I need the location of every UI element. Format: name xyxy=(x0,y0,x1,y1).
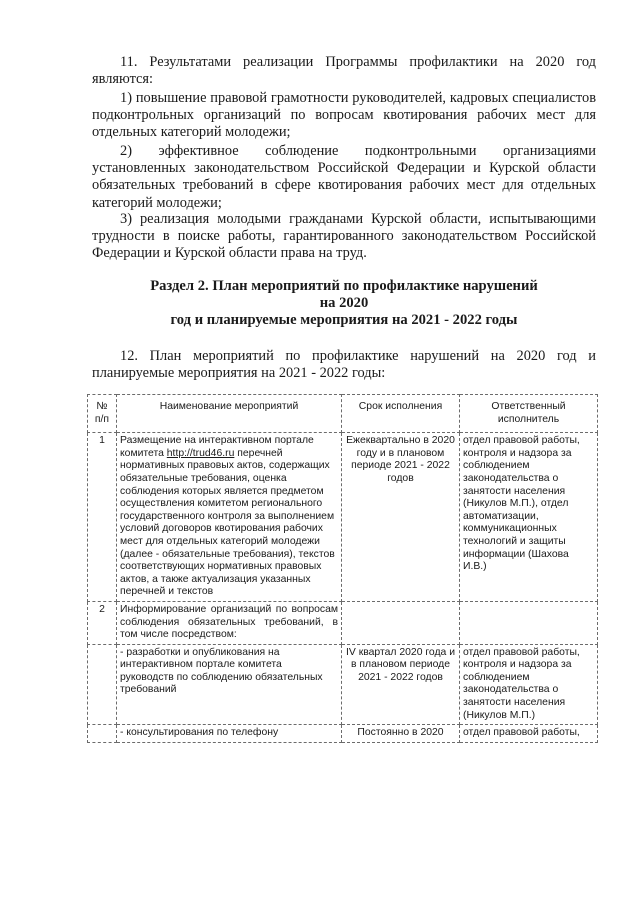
section-11-item-2-text: 2) эффективное соблюдение подконтрольными организациями установленных законодательством Российской Федерации и Курской области обязательных требований в сфере квотирования рабочих мест для отдельных категорий молодежи; xyxy=(92,143,596,211)
section-11-item-1-text: 1) повышение правовой грамотности руководителей, кадровых специалистов подконтрольных организаций по вопросам квотирования рабочих мест для отдельных категорий молодежи; xyxy=(92,90,596,141)
table-row xyxy=(88,601,598,644)
row-4-name: - консультирования по телефону xyxy=(117,725,342,743)
row-2-responsible xyxy=(460,601,598,644)
section-11-heading-text: 11. Результатами реализации Программы профилактики на 2020 год являются: xyxy=(92,54,596,88)
header-num: № п/п xyxy=(88,395,117,433)
row-4-term: Постоянно в 2020 xyxy=(342,725,460,743)
table-row xyxy=(88,725,598,743)
row-1-name-text-start: Размещение на интерактивном портале комитета xyxy=(120,435,314,459)
section-11-heading xyxy=(92,54,596,88)
row-3-responsible: отдел правовой работы, контроля и надзора за соблюдением законодательства о занятости населения (Никулов М.П.) xyxy=(460,644,598,725)
row-1-name xyxy=(117,433,342,602)
row-1-name-text-end: перечней нормативных правовых актов, содержащих обязательные требования, оценка соблюдения которых является предметом осуществления комитетом регионального государственного контроля за выполнением условий договоров квотирования рабочих мест для отдельных категорий молодежи (далее - обязательные требования), текстов соответствующих нормативных правовых актов, а также актуализация указанных перечней и текстов xyxy=(120,447,335,598)
portal-link[interactable]: http://trud46.ru xyxy=(166,447,235,459)
row-4-num xyxy=(88,725,117,743)
section-11-item-3-text: 3) реализация молодыми гражданами Курской области, испытывающими трудности в поиске работы, гарантированного законодательством Российской Федерации и Курской области права на труд. xyxy=(92,211,596,262)
row-1-num: 1 xyxy=(88,433,117,602)
section-2-title xyxy=(92,278,596,329)
row-2-name: Информирование организаций по вопросам соблюдения обязательных требований, в том числе посредством: xyxy=(117,601,342,644)
table-row xyxy=(88,433,598,602)
section-11-item-3 xyxy=(92,211,596,263)
row-2-term xyxy=(342,601,460,644)
activities-table xyxy=(87,394,598,743)
row-1-responsible: отдел правовой работы, контроля и надзора за соблюдением законодательства о занятости населения (Никулов М.П.), отдел автоматизации, коммуникационных технологий и защиты информации (Шахова И.В.) xyxy=(460,433,598,602)
section-12-text xyxy=(92,348,596,382)
row-1-term: Ежеквартально в 2020 году и в плановом периоде 2021 - 2022 годов xyxy=(342,433,460,602)
section-12-text-content: 12. План мероприятий по профилактике нарушений на 2020 год и планируемые мероприятия на 2021 - 2022 годы: xyxy=(92,348,596,382)
row-2-num: 2 xyxy=(88,601,117,644)
header-responsible: Ответственный исполнитель xyxy=(460,395,598,433)
section-2-title-line-3: год и планируемые мероприятия на 2021 - 2022 годы xyxy=(170,312,518,328)
table-header-row xyxy=(88,395,598,433)
section-11-item-1 xyxy=(92,90,596,142)
header-term: Срок исполнения xyxy=(342,395,460,433)
table-row xyxy=(88,644,598,725)
section-2-title-line-2: на 2020 xyxy=(319,295,369,311)
section-2-title-line-1: Раздел 2. План мероприятий по профилактике нарушений xyxy=(150,278,538,294)
header-name: Наименование мероприятий xyxy=(117,395,342,433)
row-3-term: IV квартал 2020 года и в плановом периоде 2021 - 2022 годов xyxy=(342,644,460,725)
row-3-name: - разработки и опубликования на интерактивном портале комитета руководств по соблюдению обязательных требований xyxy=(117,644,342,725)
section-11-item-2 xyxy=(92,143,596,212)
row-4-responsible: отдел правовой работы, xyxy=(460,725,598,743)
row-3-num xyxy=(88,644,117,725)
